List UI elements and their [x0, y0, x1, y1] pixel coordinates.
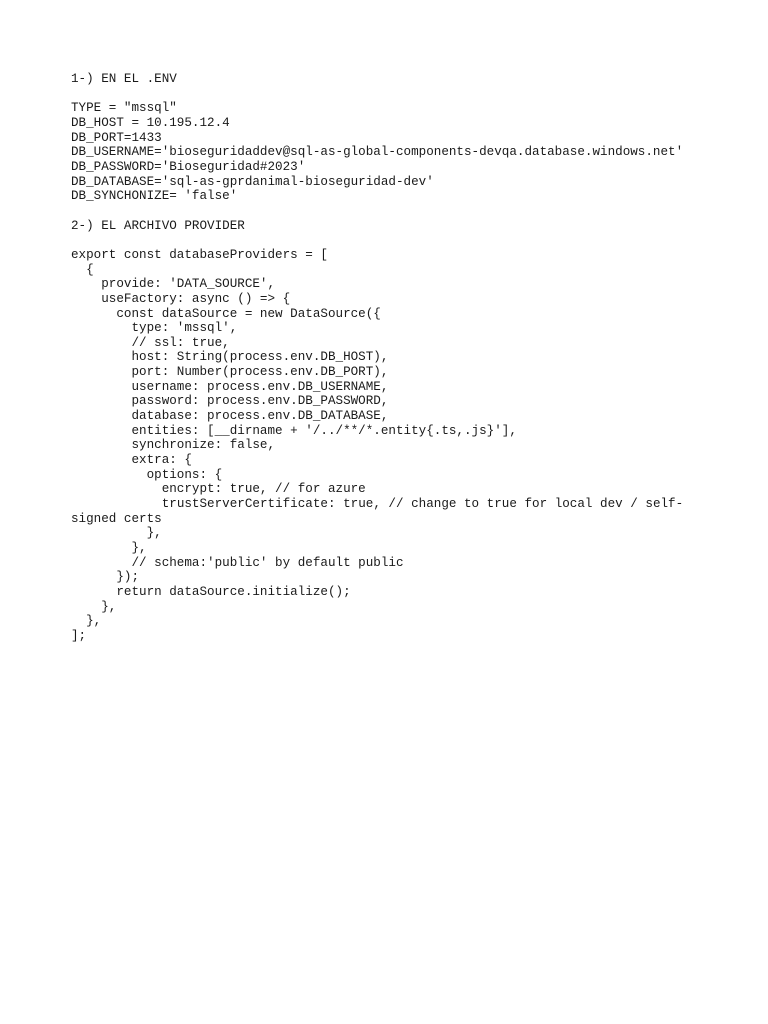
env-line-db-port: DB_PORT=1433: [71, 130, 162, 145]
code-line: database: process.env.DB_DATABASE,: [71, 409, 389, 424]
code-line: host: String(process.env.DB_HOST),: [71, 350, 389, 365]
code-line: encrypt: true, // for azure: [71, 482, 366, 497]
code-line: useFactory: async () => {: [71, 291, 291, 306]
code-line: password: process.env.DB_PASSWORD,: [71, 394, 389, 409]
blank-line: [71, 204, 691, 219]
code-line: const dataSource = new DataSource({: [71, 306, 381, 321]
document-content: [71, 72, 691, 644]
env-line-type: TYPE = "mssql": [71, 101, 177, 116]
section-heading-provider: 2-) EL ARCHIVO PROVIDER: [71, 218, 245, 233]
code-line: // ssl: true,: [71, 335, 230, 350]
section-heading-env: 1-) EN EL .ENV: [71, 72, 177, 86]
blank-line: [71, 233, 691, 248]
code-line: username: process.env.DB_USERNAME,: [71, 379, 389, 394]
code-line: });: [71, 570, 140, 585]
code-line: // schema:'public' by default public: [71, 555, 404, 570]
env-line-db-username: DB_USERNAME='bioseguridaddev@sql-as-global-components-devqa.database.windows.net': [71, 145, 684, 160]
code-line: provide: 'DATA_SOURCE',: [71, 277, 276, 292]
code-line-wrapped: trustServerCertificate: true, // change to true for local dev / self-signed certs: [71, 497, 684, 526]
code-line: synchronize: false,: [71, 438, 276, 453]
env-line-db-database: DB_DATABASE='sql-as-gprdanimal-bioseguridad-dev': [71, 174, 434, 189]
code-line: },: [71, 599, 117, 614]
code-line: extra: {: [71, 453, 192, 468]
code-line: },: [71, 614, 102, 629]
code-line: port: Number(process.env.DB_PORT),: [71, 365, 389, 380]
code-line: {: [71, 262, 94, 277]
code-line: entities: [__dirname + '/../**/*.entity{.ts,.js}'],: [71, 423, 517, 438]
env-line-db-synchonize: DB_SYNCHONIZE= 'false': [71, 189, 238, 204]
code-line: return dataSource.initialize();: [71, 585, 351, 599]
env-line-db-password: DB_PASSWORD='Bioseguridad#2023': [71, 159, 306, 174]
code-line: options: {: [71, 467, 223, 482]
env-line-db-host: DB_HOST = 10.195.12.4: [71, 115, 230, 130]
blank-line: [71, 87, 691, 102]
code-line: export const databaseProviders = [: [71, 247, 328, 262]
code-line: },: [71, 541, 147, 556]
code-line: },: [71, 526, 162, 541]
code-line: type: 'mssql',: [71, 321, 238, 336]
code-line: ];: [71, 628, 87, 643]
